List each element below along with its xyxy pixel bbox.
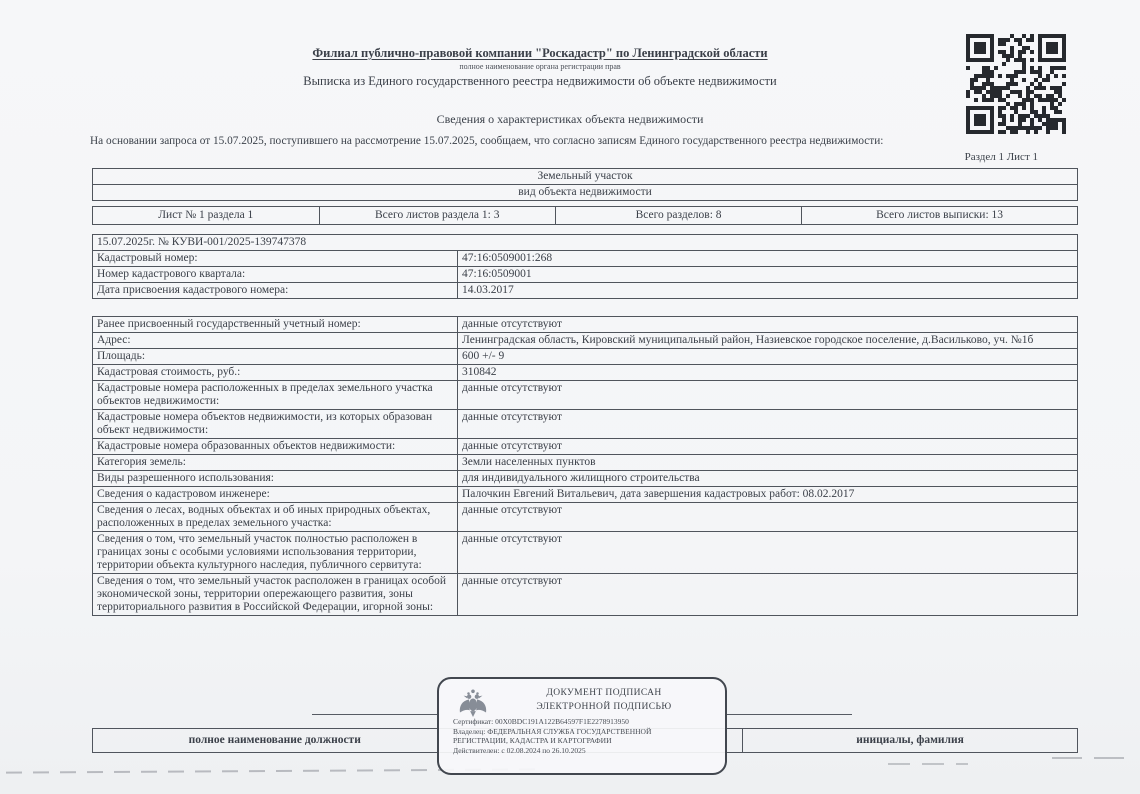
row-value: данные отсутствуют <box>458 503 1078 532</box>
sheet-info-cell: Всего листов раздела 1: 3 <box>319 207 555 225</box>
document-title: Выписка из Единого государственного реестра недвижимости об объекте недвижимости <box>303 74 777 88</box>
row-value: данные отсутствуют <box>458 381 1078 410</box>
stamp-title-line2: ЭЛЕКТРОННОЙ ПОДПИСЬЮ <box>536 702 672 712</box>
table-row <box>93 439 1078 455</box>
org-title: Филиал публично-правовой компании "Роскадастр" по Ленинградской области <box>312 46 768 60</box>
signature-line-right <box>727 714 852 715</box>
stamp-validity: Действителен: с 02.08.2024 по 26.10.2025 <box>453 745 586 755</box>
table-row <box>93 267 1078 283</box>
row-label: Сведения о лесах, водных объектах и об иных природных объектах, расположенных в пределах земельного участка: <box>93 503 458 532</box>
table-row <box>93 283 1078 299</box>
row-value: 600 +/- 9 <box>458 349 1078 365</box>
row-value: Земли населенных пунктов <box>458 455 1078 471</box>
table-row <box>93 503 1078 532</box>
row-value: 47:16:0509001 <box>458 267 1078 283</box>
row-label: Номер кадастрового квартала: <box>93 267 458 283</box>
scan-artifact <box>1052 757 1132 759</box>
stamp-owner: Владелец: ФЕДЕРАЛЬНАЯ СЛУЖБА ГОСУДАРСТВЕННОЙ РЕГИСТРАЦИИ, КАДАСТРА И КАРТОГРАФИИ <box>453 726 652 745</box>
table-row <box>93 365 1078 381</box>
section-title: Сведения о характеристиках объекта недвижимости <box>436 112 704 126</box>
row-value: 47:16:0509001:268 <box>458 251 1078 267</box>
scan-artifact <box>888 763 968 765</box>
object-type-table <box>92 168 1078 201</box>
sheet-info-cell: Лист № 1 раздела 1 <box>93 207 320 225</box>
row-value: данные отсутствуют <box>458 574 1078 616</box>
row-label: Дата присвоения кадастрового номера: <box>93 283 458 299</box>
stamp-title-line1: ДОКУМЕНТ ПОДПИСАН <box>546 688 662 698</box>
row-label: Виды разрешенного использования: <box>93 471 458 487</box>
row-label: Сведения о том, что земельный участок расположен в границах особой экономической зоны, территории опережающего развития, зоны территориального развития в Российской Федерации, игорной зоны: <box>93 574 458 616</box>
row-value: данные отсутствуют <box>458 532 1078 574</box>
initials-label: инициалы, фамилия <box>743 729 1078 753</box>
request-line: На основании запроса от 15.07.2025, поступившего на рассмотрение 15.07.2025, сообщаем, что согласно записям Единого государственного реестра недвижимости: <box>90 135 884 147</box>
table-row <box>93 317 1078 333</box>
row-value: данные отсутствуют <box>458 317 1078 333</box>
row-label: Категория земель: <box>93 455 458 471</box>
table-row <box>93 532 1078 574</box>
esign-stamp <box>437 677 727 775</box>
sheet-info-cell: Всего разделов: 8 <box>555 207 801 225</box>
object-type-caption: вид объекта недвижимости <box>93 185 1078 201</box>
org-subtitle: полное наименование органа регистрации прав <box>459 62 621 71</box>
details-table <box>92 316 1078 616</box>
row-label: Кадастровые номера расположенных в пределах земельного участка объектов недвижимости: <box>93 381 458 410</box>
row-label: Сведения о кадастровом инженере: <box>93 487 458 503</box>
table-row <box>93 471 1078 487</box>
row-label: Площадь: <box>93 349 458 365</box>
table-row <box>93 333 1078 349</box>
sheet-info-row <box>93 207 1078 225</box>
table-row <box>93 381 1078 410</box>
table-row <box>93 251 1078 267</box>
signature-line-left <box>312 714 437 715</box>
row-value: данные отсутствуют <box>458 439 1078 455</box>
row-label: Адрес: <box>93 333 458 349</box>
object-type: Земельный участок <box>93 169 1078 185</box>
row-label: Сведения о том, что земельный участок полностью расположен в границах зоны с особыми условиями использования территории, территории объекта культурного наследия, публичного сервитута: <box>93 532 458 574</box>
double-headed-eagle-icon <box>455 686 491 720</box>
table-row <box>93 410 1078 439</box>
table-row <box>93 487 1078 503</box>
table-row <box>93 455 1078 471</box>
request-number: 15.07.2025г. № КУВИ-001/2025-139747378 <box>93 235 1078 251</box>
row-value: 14.03.2017 <box>458 283 1078 299</box>
document-header <box>0 46 1080 89</box>
sheet-info-cell: Всего листов выписки: 13 <box>802 207 1078 225</box>
position-label: полное наименование должности <box>93 729 457 753</box>
row-label: Кадастровые номера образованных объектов недвижимости: <box>93 439 458 455</box>
row-value: Ленинградская область, Кировский муниципальный район, Назиевское городское поселение, д.Васильково, уч. №1б <box>458 333 1078 349</box>
row-label: Кадастровые номера объектов недвижимости, из которых образован объект недвижимости: <box>93 410 458 439</box>
row-label: Кадастровый номер: <box>93 251 458 267</box>
table-row <box>93 349 1078 365</box>
row-value: Палочкин Евгений Витальевич, дата завершения кадастровых работ: 08.02.2017 <box>458 487 1078 503</box>
request-number-table <box>92 234 1078 299</box>
table-row <box>93 574 1078 616</box>
section-page-label: Раздел 1 Лист 1 <box>964 151 1038 163</box>
row-label: Ранее присвоенный государственный учетный номер: <box>93 317 458 333</box>
stamp-certificate: Сертификат: 00X0BDC191A122B64597F1E2278913950 <box>453 717 629 726</box>
row-value: данные отсутствуют <box>458 410 1078 439</box>
row-value: 310842 <box>458 365 1078 381</box>
row-label: Кадастровая стоимость, руб.: <box>93 365 458 381</box>
sheet-info-table <box>92 206 1078 225</box>
row-value: для индивидуального жилищного строительства <box>458 471 1078 487</box>
